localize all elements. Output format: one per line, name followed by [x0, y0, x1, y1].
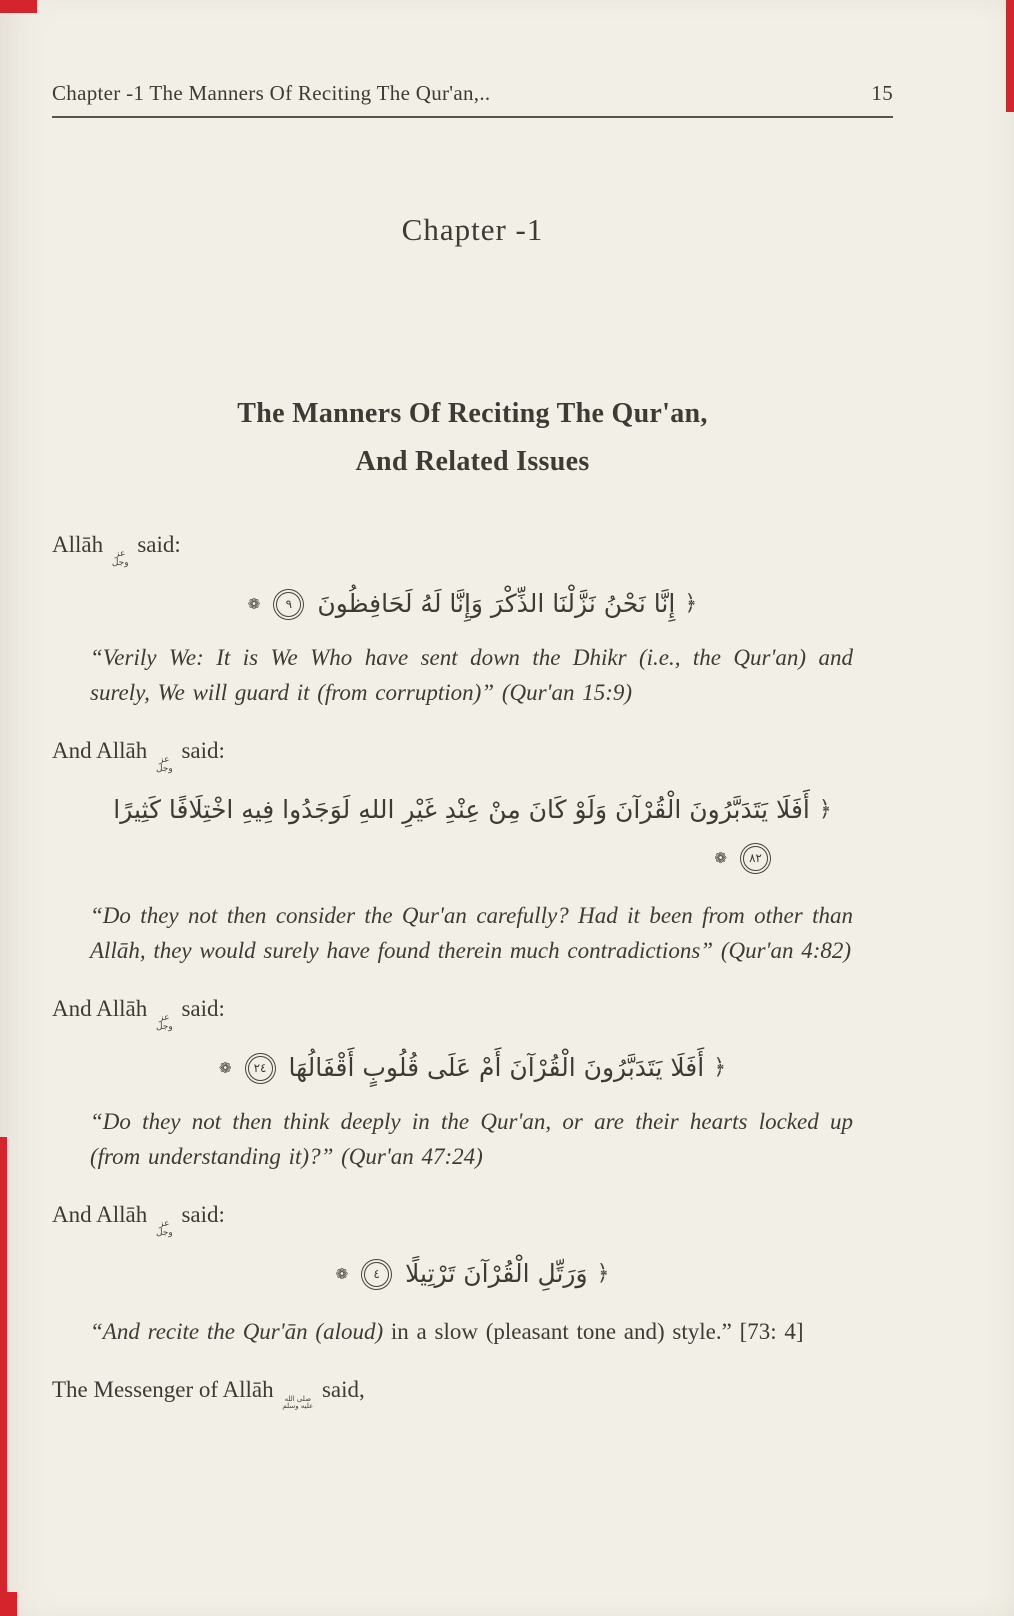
rosette-icon: ❁ — [218, 1059, 232, 1077]
arabic-text: وَرَتِّلِ الْقُرْآنَ تَرْتِيلًا — [405, 1259, 588, 1288]
arabic-text: أَفَلَا يَتَدَبَّرُونَ الْقُرْآنَ وَلَوْ كَانَ مِنْ عِنْدِ غَيْرِ اللهِ لَوَجَدُوا فِيهِ اخْتِلَافًا كَثِيرًا — [113, 795, 810, 824]
attribution-text: The Messenger of Allāh — [52, 1377, 274, 1402]
ornate-bracket-icon: ﴿ — [684, 591, 698, 616]
verse-translation — [90, 1314, 853, 1349]
quran-verse-arabic — [52, 584, 893, 624]
verse-translation-italic: “And recite the Qur'ān (aloud) — [90, 1319, 384, 1344]
attribution-text: said: — [181, 996, 225, 1021]
page-number: 15 — [871, 81, 893, 105]
quran-verse-arabic — [52, 790, 893, 830]
attribution-text: said: — [181, 1202, 225, 1227]
chapter-title-line1: The Manners Of Reciting The Qur'an, — [237, 398, 708, 429]
verse-number-ornament: ٢٤ — [248, 1056, 273, 1081]
attribution-text: And Allāh — [52, 738, 148, 763]
running-header: Chapter -1 The Manners Of Reciting The Qur'an,.. — [52, 81, 491, 105]
verse-number-ornament: ٩ — [276, 592, 301, 617]
red-edge-artifact-left — [0, 1137, 7, 1616]
verse-number-ornament: ٤ — [364, 1262, 389, 1287]
verse-translation-roman: in a slow (pleasant tone and) style.” [73: 4] — [383, 1319, 804, 1344]
quran-verse-arabic — [52, 1254, 893, 1294]
attribution-text: And Allāh — [52, 996, 148, 1021]
honorific-allah-icon: عز وجل — [155, 1219, 173, 1238]
hadith-attribution-line — [52, 1375, 893, 1410]
chapter-heading: Chapter -1 — [401, 212, 544, 247]
verse-number-ornament: ٨٢ — [743, 846, 768, 871]
verse-translation: “Verily We: It is We Who have sent down the Dhikr (i.e., the Qur'an) and surely, We will guard it (from corruption)” (Qur'an 15:9) — [90, 645, 853, 705]
rosette-icon: ❁ — [247, 595, 261, 613]
attribution-line — [52, 736, 893, 774]
honorific-allah-icon: عز وجل — [155, 1013, 173, 1032]
attribution-text: said: — [181, 738, 225, 763]
chapter-title — [52, 390, 893, 486]
verse-translation: “Do they not then consider the Qur'an carefully? Had it been from other than Allāh, they would surely have found therein much contradictions” (Qur'an 4:82) — [90, 903, 853, 963]
honorific-allah-icon: عز وجل — [111, 549, 129, 568]
attribution-text: said: — [137, 532, 181, 557]
attribution-line — [52, 994, 893, 1032]
red-edge-artifact-top-left — [0, 0, 37, 13]
attribution-line — [52, 530, 893, 568]
ornate-bracket-icon: ﴿ — [713, 1055, 727, 1080]
page-header — [52, 80, 893, 106]
honorific-prophet-icon: صلى الله عليه وسلم — [282, 1395, 314, 1410]
red-edge-artifact-right — [1006, 0, 1014, 112]
ornate-bracket-icon: ﴿ — [818, 797, 832, 822]
arabic-text: إِنَّا نَحْنُ نَزَّلْنَا الذِّكْرَ وَإِنَّا لَهُ لَحَافِظُونَ — [317, 589, 676, 618]
rosette-icon: ❁ — [335, 1265, 349, 1283]
quran-verse-arabic-continuation — [52, 838, 893, 878]
attribution-text: Allāh — [52, 532, 104, 557]
attribution-text: And Allāh — [52, 1202, 148, 1227]
attribution-text: said, — [321, 1377, 365, 1402]
verse-translation: “Do they not then think deeply in the Qur'an, or are their hearts locked up (from understanding it)?” (Qur'an 47:24) — [90, 1109, 853, 1169]
red-edge-artifact-corner — [0, 1592, 17, 1616]
quran-verse-arabic — [52, 1048, 893, 1088]
honorific-allah-icon: عز وجل — [155, 755, 173, 774]
chapter-title-line2: And Related Issues — [355, 446, 590, 477]
rosette-icon: ❁ — [714, 849, 727, 867]
ornate-bracket-icon: ﴿ — [596, 1261, 610, 1286]
header-rule — [52, 116, 893, 118]
arabic-text: أَفَلَا يَتَدَبَّرُونَ الْقُرْآنَ أَمْ عَلَى قُلُوبٍ أَقْفَالُهَا — [288, 1053, 705, 1082]
attribution-line — [52, 1200, 893, 1238]
